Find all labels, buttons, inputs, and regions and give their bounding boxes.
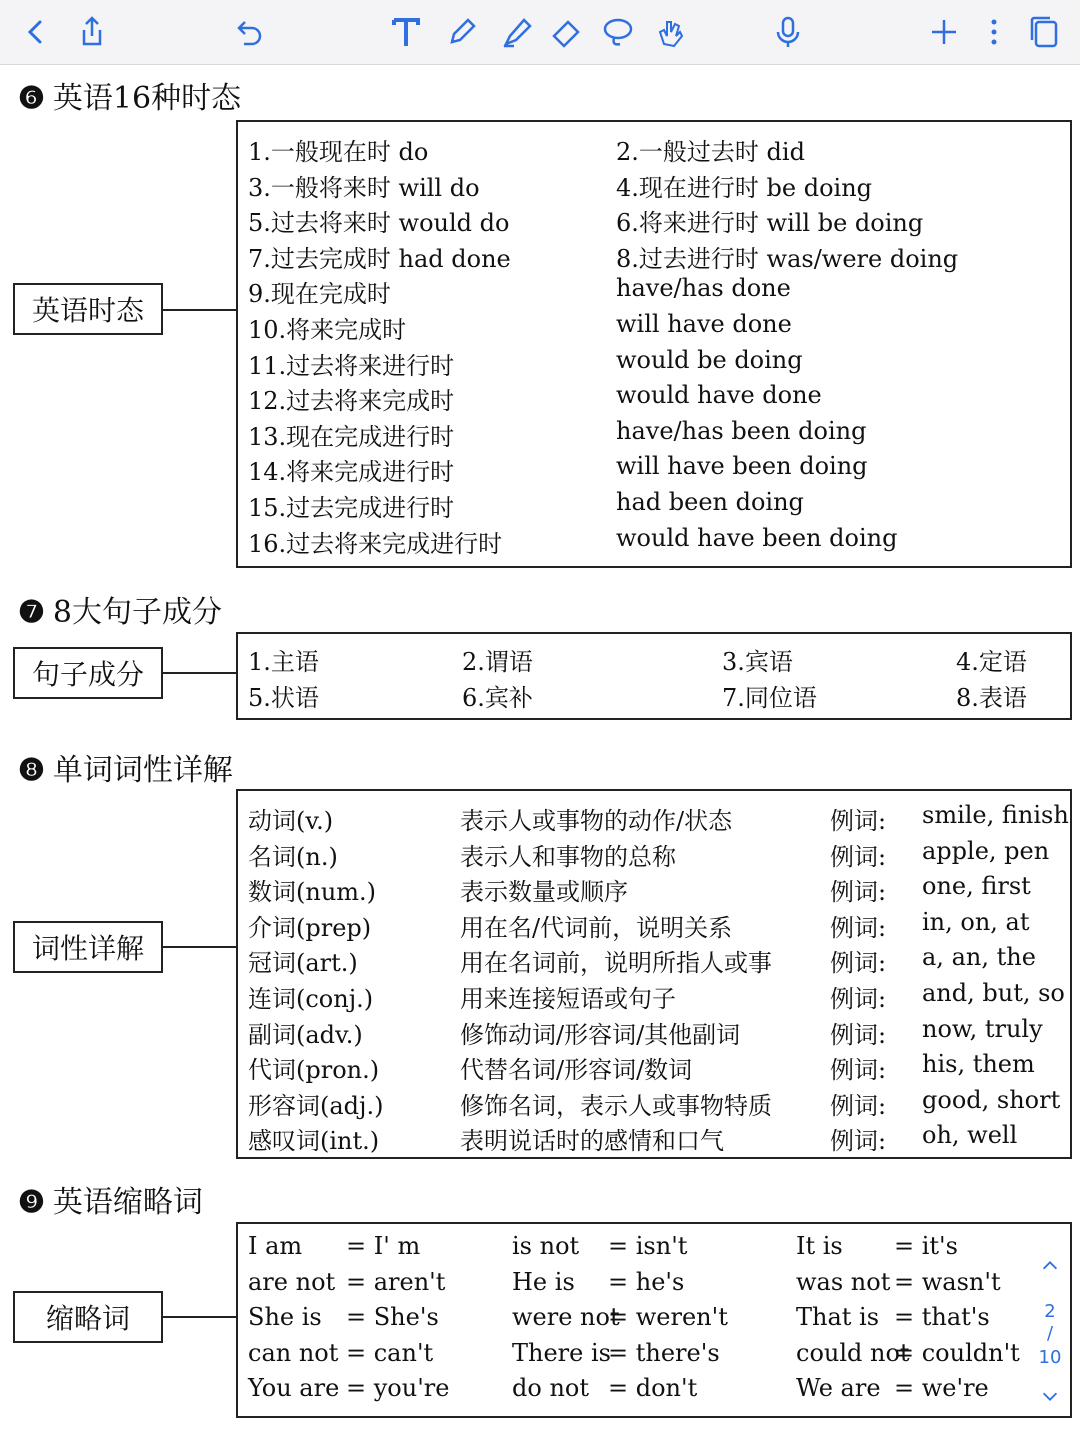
abbr-row bbox=[248, 1232, 1070, 1268]
pen-icon[interactable] bbox=[442, 12, 482, 52]
abbr-full: You are bbox=[248, 1374, 340, 1403]
abbr-short: = I' m bbox=[346, 1232, 421, 1260]
section-number: ❽ bbox=[18, 753, 45, 788]
abbr-row bbox=[248, 1339, 1070, 1375]
tense-form: have/has been doing bbox=[616, 416, 867, 445]
section-title-text: 单词词性详解 bbox=[52, 753, 233, 788]
abbr-short: = isn't bbox=[608, 1232, 688, 1260]
components-box bbox=[236, 632, 1072, 720]
pos-name: 动词(v.) bbox=[248, 807, 334, 835]
page-separator: / bbox=[1046, 1323, 1054, 1344]
tense-row bbox=[248, 310, 1070, 346]
example-words: oh, well bbox=[922, 1121, 1018, 1150]
example-label: 例词: bbox=[830, 1091, 887, 1120]
section-title-text: 8大句子成分 bbox=[52, 595, 222, 630]
label-text: 英语时态 bbox=[31, 294, 144, 327]
pages-icon[interactable] bbox=[1024, 12, 1064, 52]
example-label: 例词: bbox=[830, 949, 887, 978]
tense-row bbox=[248, 239, 1070, 275]
pos-row bbox=[248, 908, 1070, 944]
tense-name: 12.过去将来完成时 bbox=[248, 387, 455, 416]
tense-row bbox=[248, 203, 1070, 239]
tense-row bbox=[248, 132, 1070, 168]
tense-name: 9.现在完成时 bbox=[248, 280, 391, 309]
example-label: 例词: bbox=[830, 1020, 887, 1049]
pos-description: 用在名词前，说明所指人或事 bbox=[460, 949, 772, 978]
tenses-box bbox=[236, 120, 1072, 568]
pos-name: 数词(num.) bbox=[248, 878, 377, 907]
example-words: and, but, so bbox=[922, 979, 1065, 1007]
tense-form: would have been doing bbox=[616, 523, 898, 552]
tense-form: would have done bbox=[616, 381, 822, 410]
tense-row bbox=[248, 346, 1070, 382]
pos-description: 表示数量或顺序 bbox=[460, 878, 628, 907]
tense-name: 16.过去将来完成进行时 bbox=[248, 529, 503, 558]
example-words: his, them bbox=[922, 1050, 1035, 1079]
example-words: in, on, at bbox=[922, 907, 1030, 936]
abbr-full: are not bbox=[248, 1267, 336, 1296]
tense-name: 1.一般现在时 do bbox=[248, 138, 429, 166]
component-item: 2.谓语 bbox=[462, 648, 533, 676]
tense-row bbox=[248, 488, 1070, 524]
highlighter-icon[interactable] bbox=[496, 12, 536, 52]
component-item: 3.宾语 bbox=[722, 648, 793, 676]
pos-box bbox=[236, 789, 1072, 1159]
pos-row bbox=[248, 1086, 1070, 1122]
pos-description: 表示人或事物的动作/状态 bbox=[460, 807, 733, 835]
pos-row bbox=[248, 801, 1070, 837]
label-text: 词性详解 bbox=[31, 932, 144, 965]
abbr-full: That is bbox=[796, 1303, 880, 1332]
tense-name: 3.一般将来时 will do bbox=[248, 173, 480, 202]
abbr-row bbox=[248, 1374, 1070, 1410]
abbr-short: = we're bbox=[894, 1374, 989, 1403]
example-words: smile, finish bbox=[922, 801, 1069, 829]
abbr-short: = there's bbox=[608, 1338, 720, 1367]
pos-name: 形容词(adj.) bbox=[248, 1091, 384, 1120]
component-item: 1.主语 bbox=[248, 648, 319, 676]
tense-form: 8.过去进行时 was/were doing bbox=[616, 244, 959, 273]
example-words: good, short bbox=[922, 1085, 1061, 1114]
abbr-full: It is bbox=[796, 1232, 843, 1260]
abbr-full: were not bbox=[512, 1303, 620, 1332]
tense-row bbox=[248, 417, 1070, 453]
label-text: 缩略词 bbox=[45, 1302, 130, 1335]
pos-description: 用在名/代词前，说明关系 bbox=[460, 913, 733, 942]
tense-name: 14.将来完成进行时 bbox=[248, 458, 455, 487]
tense-form: 4.现在进行时 be doing bbox=[616, 173, 873, 202]
abbr-short: = it's bbox=[894, 1232, 958, 1260]
connector-line bbox=[163, 1316, 236, 1318]
example-words: now, truly bbox=[922, 1014, 1043, 1043]
abbr-full: I am bbox=[248, 1232, 303, 1260]
tense-form: would be doing bbox=[616, 345, 803, 374]
example-words: a, an, the bbox=[922, 943, 1036, 972]
component-item: 8.表语 bbox=[956, 684, 1027, 712]
abbr-row bbox=[248, 1268, 1070, 1304]
abbr-short: = that's bbox=[894, 1303, 990, 1332]
tense-form: 6.将来进行时 will be doing bbox=[616, 209, 924, 238]
label-text: 句子成分 bbox=[31, 658, 144, 691]
tense-form: will have been doing bbox=[616, 452, 868, 481]
abbr-full: can not bbox=[248, 1338, 339, 1367]
pos-row bbox=[248, 872, 1070, 908]
tense-row bbox=[248, 452, 1070, 488]
example-label: 例词: bbox=[830, 1056, 887, 1085]
tense-name: 15.过去完成进行时 bbox=[248, 494, 455, 522]
component-item: 6.宾补 bbox=[462, 684, 533, 712]
tense-row bbox=[248, 274, 1070, 310]
connector-line bbox=[163, 672, 236, 674]
abbr-full: do not bbox=[512, 1374, 589, 1403]
tense-name: 11.过去将来进行时 bbox=[248, 351, 455, 380]
tense-name: 5.过去将来时 would do bbox=[248, 209, 510, 238]
section-title-text: 英语缩略词 bbox=[52, 1185, 203, 1220]
connector-line bbox=[163, 309, 236, 311]
abbr-full: is not bbox=[512, 1232, 580, 1260]
current-page-number: 2 bbox=[1044, 1301, 1056, 1322]
abbr-short: = aren't bbox=[346, 1267, 446, 1296]
pos-row bbox=[248, 837, 1070, 873]
label-box-tenses bbox=[13, 283, 163, 335]
abbr-short: = he's bbox=[608, 1267, 685, 1296]
abbr-full: was not bbox=[796, 1267, 891, 1296]
component-item: 4.定语 bbox=[956, 648, 1027, 676]
tense-form: will have done bbox=[616, 310, 792, 338]
abbr-full: He is bbox=[512, 1267, 575, 1296]
pos-name: 副词(adv.) bbox=[248, 1020, 363, 1049]
pos-description: 修饰动词/形容词/其他副词 bbox=[460, 1020, 741, 1049]
abbr-short: = don't bbox=[608, 1374, 698, 1403]
abbr-short: = She's bbox=[346, 1303, 439, 1332]
example-label: 例词: bbox=[830, 913, 887, 942]
toolbar bbox=[0, 0, 1080, 65]
section-number: ❻ bbox=[18, 81, 45, 116]
pos-description: 代替名词/形容词/数词 bbox=[460, 1056, 693, 1085]
abbr-full: could not bbox=[796, 1338, 910, 1367]
pos-name: 感叹词(int.) bbox=[248, 1127, 380, 1156]
example-label: 例词: bbox=[830, 807, 887, 835]
text-tool-icon[interactable] bbox=[386, 12, 426, 52]
component-row bbox=[248, 678, 1070, 714]
example-words: apple, pen bbox=[922, 836, 1050, 865]
tense-form: have/has done bbox=[616, 274, 791, 303]
share-icon[interactable] bbox=[72, 12, 112, 52]
tense-name: 10.将来完成时 bbox=[248, 316, 407, 344]
lasso-icon[interactable] bbox=[598, 12, 638, 52]
more-icon[interactable] bbox=[974, 12, 1014, 52]
label-box-abbr bbox=[13, 1291, 163, 1343]
tense-form: 2.一般过去时 did bbox=[616, 138, 805, 166]
tense-row bbox=[248, 381, 1070, 417]
abbr-short: = can't bbox=[346, 1338, 434, 1367]
page-up-icon[interactable] bbox=[1030, 1255, 1070, 1282]
pos-row bbox=[248, 1121, 1070, 1157]
tense-name: 13.现在完成进行时 bbox=[248, 422, 455, 451]
pos-row bbox=[248, 1050, 1070, 1086]
tense-row bbox=[248, 168, 1070, 204]
example-label: 例词: bbox=[830, 878, 887, 907]
pos-name: 代词(pron.) bbox=[248, 1056, 380, 1085]
pos-description: 修饰名词，表示人或事物特质 bbox=[460, 1091, 772, 1120]
tense-name: 7.过去完成时 had done bbox=[248, 244, 511, 273]
tense-form: had been doing bbox=[616, 488, 804, 516]
component-row bbox=[248, 642, 1070, 678]
pos-description: 用来连接短语或句子 bbox=[460, 985, 676, 1013]
example-label: 例词: bbox=[830, 842, 887, 871]
section-title-abbr bbox=[18, 1177, 203, 1221]
abbr-short: = weren't bbox=[608, 1303, 728, 1332]
abbr-full: There is bbox=[512, 1338, 611, 1367]
section-number: ❾ bbox=[18, 1185, 45, 1220]
component-item: 7.同位语 bbox=[722, 684, 817, 712]
component-item: 5.状语 bbox=[248, 684, 319, 712]
add-icon[interactable] bbox=[924, 12, 964, 52]
total-page-number: 10 bbox=[1038, 1347, 1062, 1368]
abbr-short: = couldn't bbox=[894, 1338, 1020, 1367]
example-label: 例词: bbox=[830, 985, 887, 1013]
eraser-icon[interactable] bbox=[546, 12, 586, 52]
pos-row bbox=[248, 1015, 1070, 1051]
back-icon[interactable] bbox=[16, 12, 56, 52]
pos-name: 冠词(art.) bbox=[248, 949, 358, 978]
label-box-components bbox=[13, 647, 163, 699]
connector-line bbox=[163, 946, 236, 948]
abbr-short: = wasn't bbox=[894, 1267, 1001, 1296]
section-title-text: 英语16种时态 bbox=[52, 81, 242, 116]
label-box-pos bbox=[13, 921, 163, 973]
section-title-components bbox=[18, 587, 222, 631]
note-page[interactable] bbox=[0, 65, 1080, 1440]
microphone-icon[interactable] bbox=[768, 12, 808, 52]
tense-row bbox=[248, 524, 1070, 560]
pos-name: 介词(prep) bbox=[248, 913, 372, 942]
pos-row bbox=[248, 943, 1070, 979]
abbr-full: She is bbox=[248, 1303, 322, 1332]
hand-touch-icon[interactable] bbox=[650, 12, 690, 52]
abbr-short: = you're bbox=[346, 1374, 450, 1403]
section-title-pos bbox=[18, 745, 233, 789]
abbr-row bbox=[248, 1303, 1070, 1339]
pos-name: 名词(n.) bbox=[248, 842, 338, 871]
example-label: 例词: bbox=[830, 1127, 887, 1156]
abbr-full: We are bbox=[796, 1374, 881, 1403]
page-down-icon[interactable] bbox=[1030, 1385, 1070, 1412]
pos-name: 连词(conj.) bbox=[248, 985, 374, 1013]
abbr-box bbox=[236, 1222, 1072, 1418]
section-number: ❼ bbox=[18, 595, 45, 630]
pos-row bbox=[248, 979, 1070, 1015]
undo-icon[interactable] bbox=[228, 12, 268, 52]
pos-description: 表明说话时的感情和口气 bbox=[460, 1127, 724, 1156]
example-words: one, first bbox=[922, 872, 1031, 901]
section-title-tenses bbox=[18, 73, 241, 117]
pos-description: 表示人和事物的总称 bbox=[460, 842, 676, 871]
